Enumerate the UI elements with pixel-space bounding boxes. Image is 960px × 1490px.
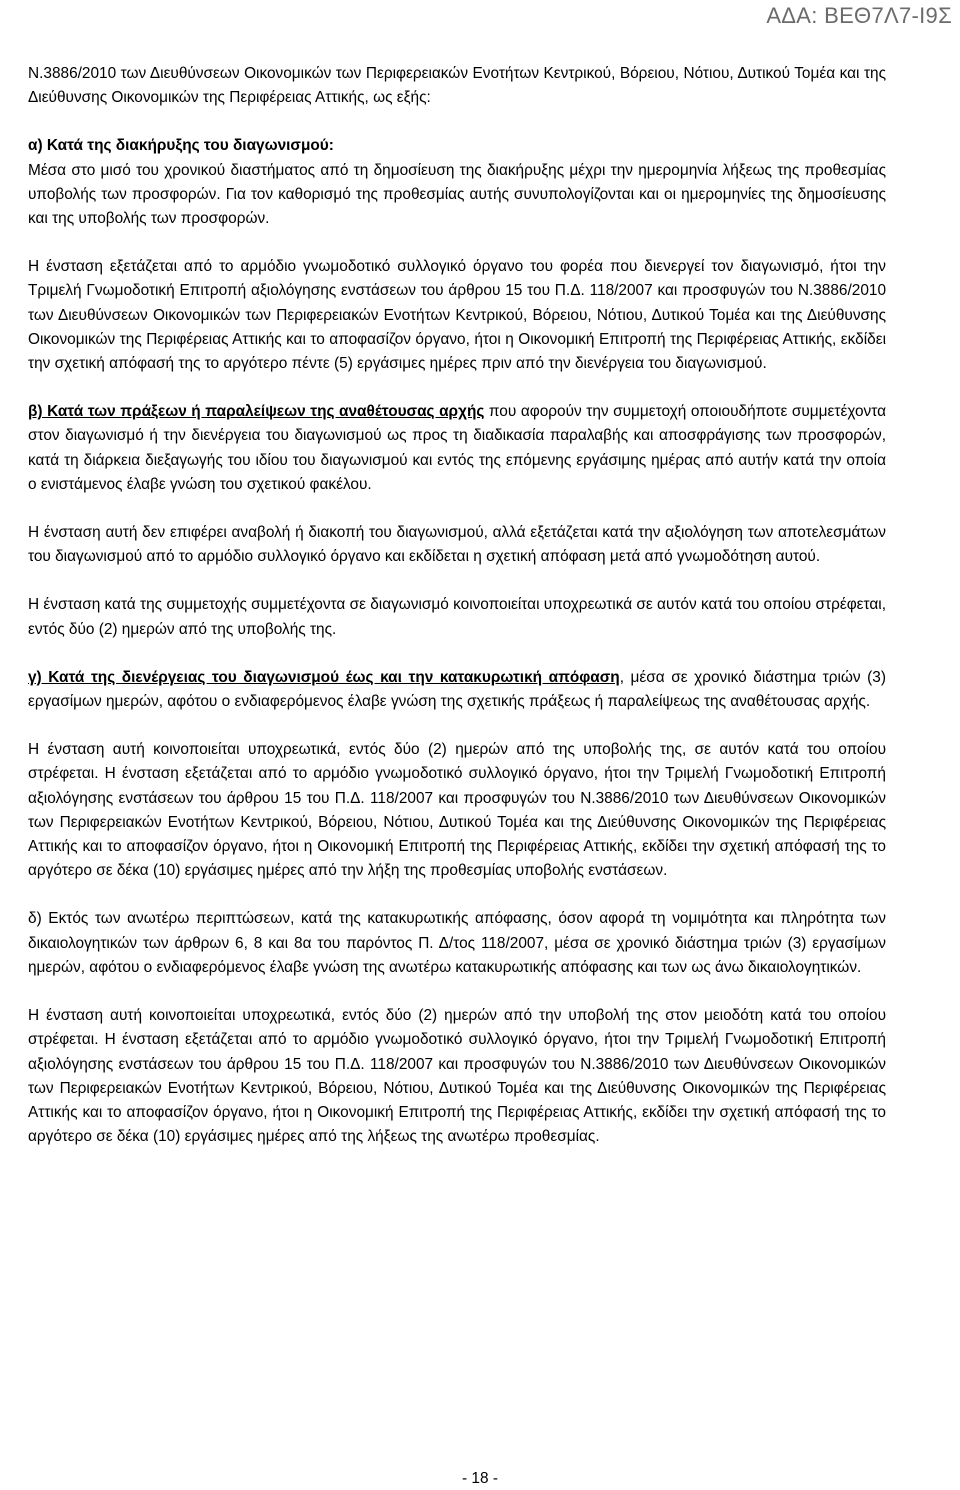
section-c-heading: γ) Κατά της διενέργειας του διαγωνισμού έως και την κατακυρωτική απόφαση — [28, 668, 620, 686]
section-a-heading: α) Κατά της διακήρυξης του διαγωνισμού: — [28, 137, 334, 155]
section-a-paragraph-1: Μέσα στο μισό του χρονικού διαστήματος από τη δημοσίευση της διακήρυξης μέχρι την ημερομηνία λήξεως της προθεσμίας υποβολής των προσφορών. Για τον καθορισμό της προθεσμίας αυτής συνυπολογίζονται και οι ημερομηνίες της δημοσίευσης και της υποβολής των προσφορών. — [28, 161, 886, 228]
section-d-paragraph-2: Η ένσταση αυτή κοινοποιείται υποχρεωτικά, εντός δύο (2) ημερών από την υποβολή της στον μειοδότη κατά του οποίου στρέφεται. Η ένσταση εξετάζεται από το αρμόδιο γνωμοδοτικό συλλογικό όργανο, ήτοι την Τριμελή Γνωμοδοτική Επιτροπή αξιολόγησης ενστάσεων του άρθρου 15 του Π.Δ. 118/2007 και προσφυγών του Ν.3886/2010 των Διευθύνσεων Οικονομικών των Περιφερειακών Ενοτήτων Κεντρικού, Βόρειου, Νότιου, Δυτικού Τομέα και της Διεύθυνσης Οικονομικών της Περιφέρειας Αττικής και το αποφασίζον όργανο, ήτοι η Οικονομική Επιτροπή της Περιφέρειας Αττικής, εκδίδει την σχετική απόφασή της το αργότερο σε δέκα (10) εργάσιμες ημέρες από της λήξεως της ανωτέρω προθεσμίας. — [28, 1007, 886, 1146]
section-a-paragraph-2: Η ένσταση εξετάζεται από το αρμόδιο γνωμοδοτικό συλλογικό όργανο του φορέα που διενεργεί τον διαγωνισμό, ήτοι την Τριμελή Γνωμοδοτική Επιτροπή αξιολόγησης ενστάσεων του άρθρου 15 του Π.Δ. 118/2007 και προσφυγών του Ν.3886/2010 των Διευθύνσεων Οικονομικών των Περιφερειακών Ενοτήτων Κεντρικού, Βόρειου, Νότιου, Δυτικού Τομέα και της Διεύθυνσης Οικονομικών της Περιφέρειας Αττικής και το αποφασίζον όργανο, ήτοι η Οικονομική Επιτροπή της Περιφέρειας Αττικής, εκδίδει την σχετική απόφασή της το αργότερο πέντε (5) εργάσιμες ημέρες πριν από την διενέργεια του διαγωνισμού. — [28, 258, 886, 373]
section-b-paragraph-1 — [28, 400, 886, 497]
document-body — [28, 62, 886, 1149]
section-b-paragraph-2: Η ένσταση αυτή δεν επιφέρει αναβολή ή διακοπή του διαγωνισμού, αλλά εξετάζεται κατά την αξιολόγηση των αποτελεσμάτων του διαγωνισμού από το αρμόδιο συλλογικό όργανο και εκδίδεται η σχετική απόφαση μετά από γνωμοδότηση αυτού. — [28, 524, 886, 566]
paragraph-intro-continuation: Ν.3886/2010 των Διευθύνσεων Οικονομικών των Περιφερειακών Ενοτήτων Κεντρικού, Βόρειου, Νότιου, Δυτικού Τομέα και της Διεύθυνσης Οικονομικών της Περιφέρειας Αττικής, ως εξής: — [28, 65, 886, 107]
section-c-paragraph-1 — [28, 666, 886, 714]
section-b-paragraph-1-text: που αφορούν την συμμετοχή οποιουδήποτε συμμετέχοντα στον διαγωνισμό ή την διενέργεια του διαγωνισμού ως προς τη διαδικασία παραλαβής και αποσφράγισης των προσφορών, κατά τη διάρκεια διεξαγωγής του ιδίου του διαγωνισμού και εντός της επόμενης εργάσιμης ημέρας από αυτήν κατά την οποία ο ενιστάμενος έλαβε γνώση του σχετικού φακέλου. — [28, 403, 887, 493]
ada-code-header: ΑΔΑ: ΒΕΘ7Λ7-Ι9Σ — [766, 3, 952, 28]
section-c-paragraph-2: Η ένσταση αυτή κοινοποιείται υποχρεωτικά, εντός δύο (2) ημερών από της υποβολής της, σε αυτόν κατά του οποίου στρέφεται. Η ένσταση εξετάζεται από το αρμόδιο γνωμοδοτικό συλλογικό όργανο, ήτοι την Τριμελή Γνωμοδοτική Επιτροπή αξιολόγησης ενστάσεων του άρθρου 15 του Π.Δ. 118/2007 και προσφυγών του Ν.3886/2010 των Διευθύνσεων Οικονομικών των Περιφερειακών Ενοτήτων Κεντρικού, Βόρειου, Νότιου, Δυτικού Τομέα και της Διεύθυνσης Οικονομικών της Περιφέρειας Αττικής και το αποφασίζον όργανο, ήτοι η Οικονομική Επιτροπή της Περιφέρειας Αττικής, εκδίδει την σχετική απόφασή της το αργότερο σε δέκα (10) εργάσιμες ημέρες από την λήξη της προθεσμίας υποβολής ενστάσεων. — [28, 741, 886, 880]
section-c-paragraph-1-text: , μέσα σε χρονικό διάστημα τριών (3) εργασίμων ημερών, αφότου ο ενδιαφερόμενος έλαβε γνώση της σχετικής πράξεως ή παραλείψεως της αναθέτουσας αρχής. — [28, 668, 886, 711]
section-b-heading: β) Κατά των πράξεων ή παραλείψεων της αναθέτουσας αρχής — [28, 403, 485, 421]
section-d-paragraph-1: δ) Εκτός των ανωτέρω περιπτώσεων, κατά της κατακυρωτικής απόφασης, όσον αφορά τη νομιμότητα και πληρότητα των δικαιολογητικών των άρθρων 6, 8 και 8α του παρόντος Π. Δ/τος 118/2007, μέσα σε χρονικό διάστημα τριών (3) εργασίμων ημερών, αφότου ο ενδιαφερόμενος έλαβε γνώση της ανωτέρω κατακυρωτικής απόφασης και των ως άνω δικαιολογητικών. — [28, 910, 886, 976]
page-number: - 18 - — [462, 1470, 498, 1487]
section-b-paragraph-3: Η ένσταση κατά της συμμετοχής συμμετέχοντα σε διαγωνισμό κοινοποιείται υποχρεωτικά σε αυτόν κατά του οποίου στρέφεται, εντός δύο (2) ημερών από της υποβολής της. — [28, 596, 886, 638]
